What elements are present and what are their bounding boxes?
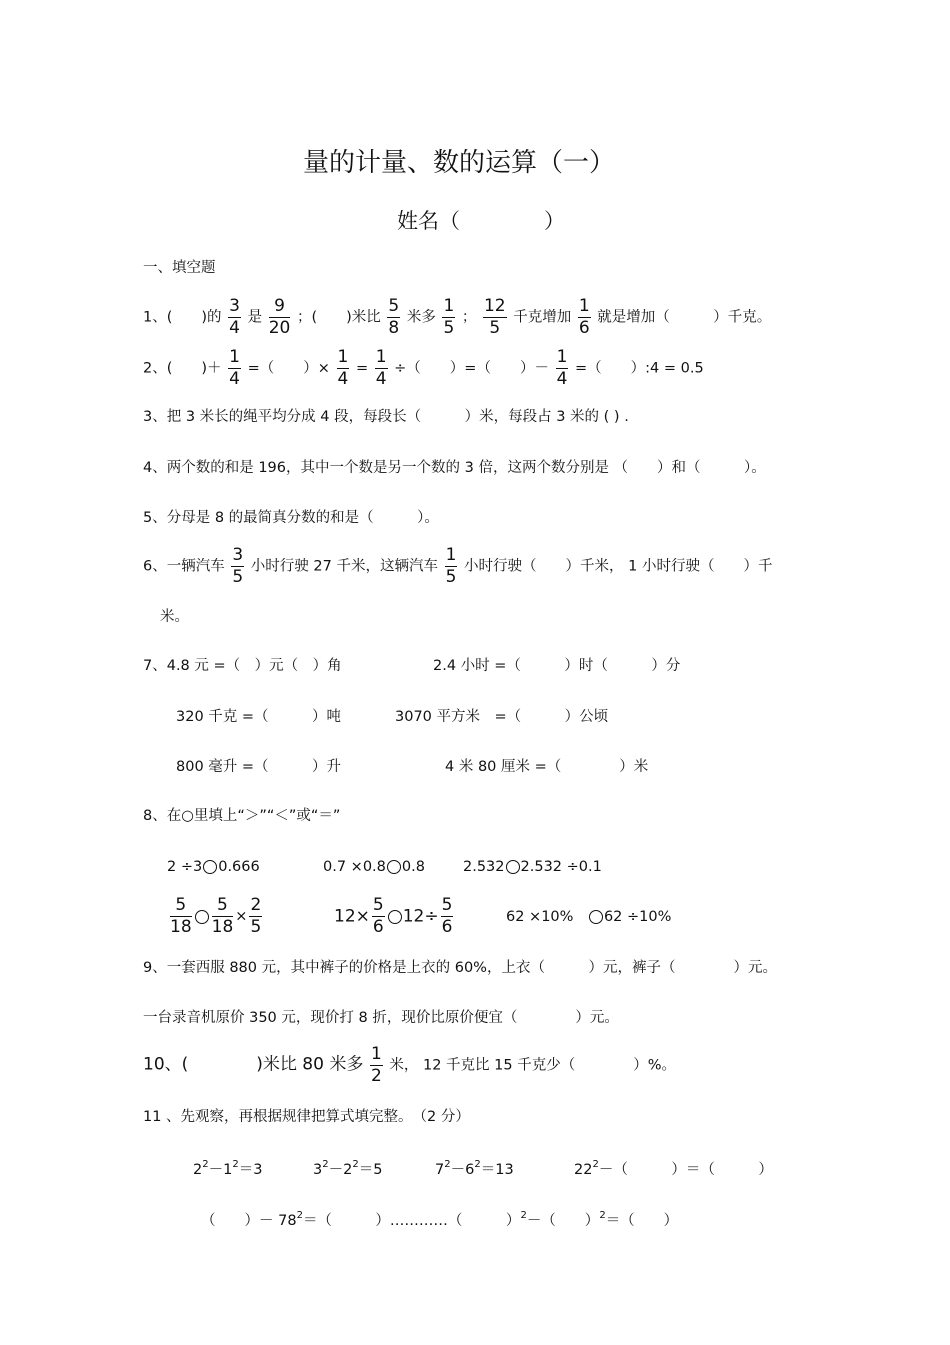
page-title: 量的计量、数的运算（一） <box>303 148 616 178</box>
fraction: $\frac{1}{4}$ <box>229 347 240 389</box>
fraction: $\frac{5}{18}$ <box>170 895 192 937</box>
question-9-l1: 9、一套西服 880 元，其中裤子的价格是上衣的 60%，上衣（ ）元，裤子（ ）元。 <box>143 960 777 976</box>
question-10: 10、( )米比 80 米多 $\frac{1}{2}$ 米， 12 千克比 15 千克少（ ）%。 <box>143 1044 677 1086</box>
fraction: $\frac{9}{20}$ <box>268 296 291 338</box>
circle-blank[interactable] <box>387 860 401 874</box>
question-3: 3、把 3 米长的绳平均分成 4 段，每段长（ ）米，每段占 3 米的 ( ) . <box>143 409 629 425</box>
question-4: 4、两个数的和是 196，其中一个数是另一个数的 3 倍，这两个数分别是 （ ）和（ ）。 <box>143 460 766 476</box>
pattern-2: $3^2-2^2=5$ <box>313 1159 383 1178</box>
pattern-1: $2^2-1^2=3$ <box>193 1159 263 1178</box>
pattern-3: $7^2-6^2=13$ <box>435 1159 514 1178</box>
question-7-l1b: 2.4 小时 =（ ）时（ ）分 <box>433 658 681 674</box>
circle-blank[interactable] <box>589 910 603 924</box>
compare-5: 12× $\frac{5}{6}$ 12÷ $\frac{5}{6}$ <box>334 895 453 937</box>
question-7-l1a: 7、4.8 元 =（ ）元（ ）角 <box>143 658 342 674</box>
question-7-l3b: 4 米 80 厘米 =（ ）米 <box>445 759 649 775</box>
pattern-4: $22^2-$（ ）＝（ ） <box>574 1159 773 1178</box>
question-7-l2a: 320 千克 =（ ）吨 <box>176 709 342 725</box>
fraction: $\frac{5}{8}$ <box>388 296 400 338</box>
fraction: $\frac{5}{6}$ <box>372 895 384 937</box>
question-11-heading: 11 、先观察，再根据规律把算式填完整。 （2 分） <box>143 1109 470 1125</box>
question-2: 2、( )＋ $\frac{1}{4}$ =（ ）× $\frac{1}{4}$ = $\frac{1}{4}$ ÷（ ）=（ ）－ $\frac{1}{4}$ =（ ）:4 = 0.5 <box>143 347 704 389</box>
compare-3: 2.532 2.532 ÷0.1 <box>463 859 602 875</box>
question-8-heading: 8、在○里填上“＞”“＜”或“＝” <box>143 808 341 824</box>
fraction: $\frac{3}{4}$ <box>229 296 240 338</box>
question-1: 1、( )的 $\frac{3}{4}$ 是 $\frac{9}{20}$ ；( )米比 $\frac{5}{8}$ 米多 $\frac{1}{5}$ ； $\frac{12}{5}$ 千克增加 $\frac{1}{6}$ 就是增加（ ）千克。 <box>143 296 772 338</box>
fraction: $\frac{5}{18}$ <box>211 895 234 937</box>
question-9-l2: 一台录音机原价 350 元，现价打 8 折，现价比原价便宜（ ）元。 <box>143 1010 619 1026</box>
fraction: $\frac{5}{6}$ <box>441 895 453 937</box>
fraction: $\frac{1}{6}$ <box>578 296 590 338</box>
circle-blank[interactable] <box>195 910 209 924</box>
circle-blank[interactable] <box>203 860 217 874</box>
compare-2: 0.7 ×0.8 0.8 <box>323 859 425 875</box>
fraction: $\frac{3}{5}$ <box>232 545 244 587</box>
question-7-l2b: 3070 平方米 =（ ）公顷 <box>395 709 609 725</box>
circle-blank[interactable] <box>388 910 402 924</box>
compare-1: 2 ÷3 0.666 <box>167 859 260 875</box>
fraction: $\frac{1}{4}$ <box>375 347 387 389</box>
compare-6: 62 ×10% 62 ÷10% <box>506 909 672 925</box>
fraction: $\frac{12}{5}$ <box>483 296 506 338</box>
fraction: $\frac{1}{5}$ <box>445 545 457 587</box>
question-6-continued: 米。 <box>160 609 189 625</box>
fraction: $\frac{1}{2}$ <box>370 1044 382 1086</box>
question-6: 6、一辆汽车 $\frac{3}{5}$ 小时行驶 27 千米，这辆汽车 $\frac{1}{5}$ 小时行驶（ ）千米， 1 小时行驶（ ）千 <box>143 545 773 587</box>
fraction: $\frac{1}{5}$ <box>443 296 455 338</box>
compare-4: $\frac{5}{18}$ $\frac{5}{18}$ × $\frac{2}{5}$ <box>170 895 262 937</box>
question-7-l3a: 800 毫升 =（ ）升 <box>176 759 342 775</box>
fraction: $\frac{2}{5}$ <box>250 895 262 937</box>
pattern-general: （ ）－ $78^2=$（ ）…………（ ）$^2$－（ ）$^2$＝（ ） <box>201 1210 679 1229</box>
circle-blank[interactable] <box>506 860 520 874</box>
section-heading: 一、填空题 <box>143 260 216 276</box>
name-label: 姓名（ ） <box>397 209 565 233</box>
fraction: $\frac{1}{4}$ <box>556 347 568 389</box>
question-5: 5、分母是 8 的最简真分数的和是（ ）。 <box>143 510 439 526</box>
fraction: $\frac{1}{4}$ <box>337 347 349 389</box>
